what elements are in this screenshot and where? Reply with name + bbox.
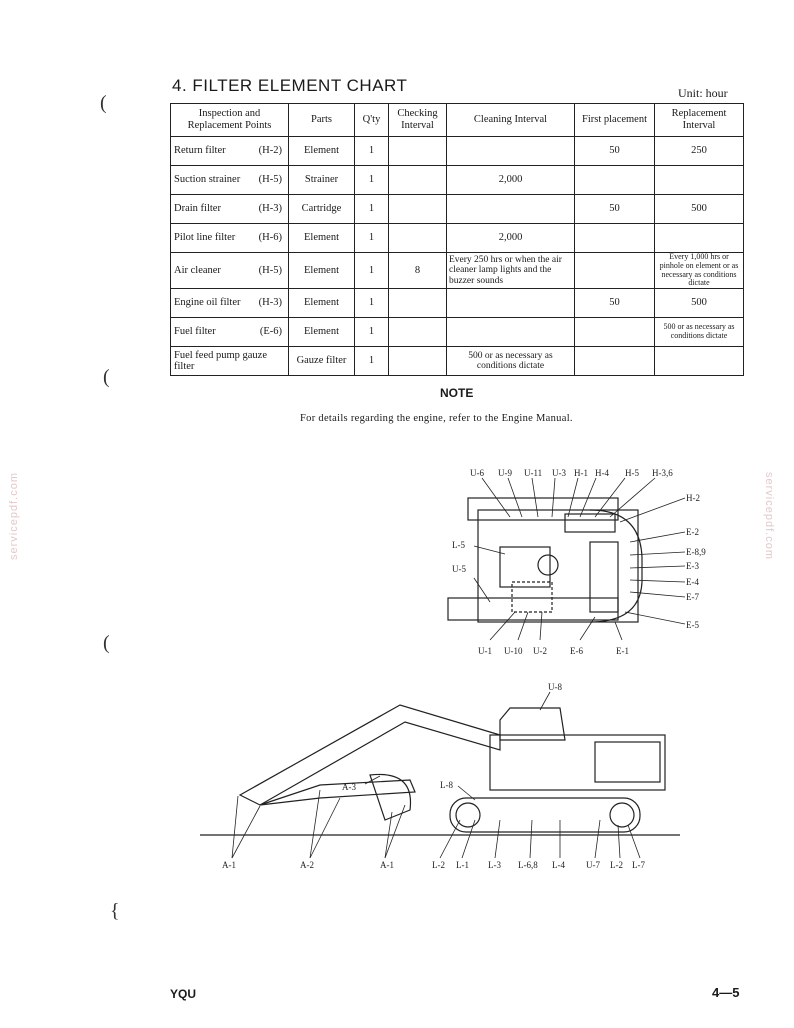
table-row	[171, 224, 744, 253]
point-cell	[171, 347, 289, 376]
first-cell	[575, 224, 655, 253]
engine-shape	[500, 547, 550, 587]
label-u8: U-8	[548, 682, 562, 692]
cleaning-cell	[447, 195, 575, 224]
table-row	[171, 195, 744, 224]
label-h36: H-3,6	[652, 468, 673, 478]
column-header: Checking Interval	[389, 104, 447, 137]
label-u3: U-3	[552, 468, 566, 478]
point-name: Drain filter	[174, 203, 221, 215]
cleaning-cell	[447, 318, 575, 347]
label-l68: L-6,8	[518, 860, 538, 870]
first-cell: 50	[575, 195, 655, 224]
counterweight-shape	[590, 510, 642, 622]
point-code: (E-6)	[259, 326, 282, 338]
label-a2: A-2	[300, 860, 314, 870]
lower-track-shape	[448, 598, 618, 620]
checking-cell	[389, 318, 447, 347]
cleaning-cell	[447, 137, 575, 166]
side-view-diagram	[200, 680, 680, 876]
label-l5: L-5	[452, 540, 465, 550]
point-name: Fuel filter	[174, 326, 216, 338]
point-cell	[171, 224, 289, 253]
replacement-cell: 500 or as necessary as conditions dictate	[655, 318, 744, 347]
track-shape	[450, 798, 640, 832]
column-header: Parts	[289, 104, 355, 137]
part-cell: Gauze filter	[289, 347, 355, 376]
boom-shape	[240, 705, 500, 805]
arm-shape	[260, 780, 415, 805]
label-u6: U-6	[470, 468, 484, 478]
part-cell: Cartridge	[289, 195, 355, 224]
qty-cell: 1	[355, 195, 389, 224]
label-e1: E-1	[616, 646, 629, 656]
label-u7: U-7	[586, 860, 600, 870]
first-cell	[575, 166, 655, 195]
point-cell	[171, 289, 289, 318]
point-code: (H-3)	[258, 297, 282, 309]
cleaning-cell	[447, 289, 575, 318]
point-code: (H-2)	[258, 145, 282, 157]
binding-hole-mark: (	[103, 366, 110, 388]
checking-cell	[389, 166, 447, 195]
label-u11: U-11	[524, 468, 543, 478]
column-header: Q'ty	[355, 104, 389, 137]
replacement-cell: 500	[655, 289, 744, 318]
replacement-cell	[655, 347, 744, 376]
label-e2: E-2	[686, 527, 699, 537]
cleaning-cell: 500 or as necessary as conditions dictate	[447, 347, 575, 376]
first-cell: 50	[575, 137, 655, 166]
part-cell: Element	[289, 224, 355, 253]
page-number: 4—5	[712, 985, 740, 1000]
table-row	[171, 347, 744, 376]
watermark-right: servicepdf.com	[762, 472, 775, 560]
unit-label: Unit: hour	[678, 86, 728, 100]
table-header-row	[171, 104, 744, 137]
point-cell	[171, 253, 289, 289]
point-cell	[171, 195, 289, 224]
checking-cell	[389, 289, 447, 318]
first-cell: 50	[575, 289, 655, 318]
checking-cell	[389, 195, 447, 224]
label-l1: L-1	[456, 860, 469, 870]
label-e6: E-6	[570, 646, 583, 656]
first-cell	[575, 318, 655, 347]
qty-cell: 1	[355, 289, 389, 318]
table-row	[171, 318, 744, 347]
label-l2: L-2	[610, 860, 623, 870]
part-cell: Element	[289, 137, 355, 166]
first-cell	[575, 347, 655, 376]
label-e3: E-3	[686, 561, 699, 571]
label-u5: U-5	[452, 564, 466, 574]
checking-cell	[389, 224, 447, 253]
part-cell: Element	[289, 289, 355, 318]
point-name: Return filter	[174, 145, 226, 157]
cleaning-cell: 2,000	[447, 224, 575, 253]
replacement-cell: Every 1,000 hrs or pinhole on element or as necessary as conditions dictate	[655, 253, 744, 289]
point-code: (H-3)	[258, 203, 282, 215]
footer-model: YQU	[170, 987, 197, 1001]
binding-hole-mark: (	[100, 92, 107, 114]
label-e4: E-4	[686, 577, 699, 587]
label-h4: H-4	[595, 468, 609, 478]
point-name: Suction strainer	[174, 174, 241, 186]
replacement-cell: 500	[655, 195, 744, 224]
label-e7: E-7	[686, 592, 699, 602]
qty-cell: 1	[355, 224, 389, 253]
binding-hole-mark: {	[110, 900, 120, 922]
point-cell	[171, 166, 289, 195]
point-name: Air cleaner	[174, 264, 221, 276]
label-a3: A-3	[342, 782, 356, 792]
label-e5: E-5	[686, 620, 699, 630]
qty-cell: 1	[355, 347, 389, 376]
note-text: For details regarding the engine, refer to the Engine Manual.	[300, 413, 573, 424]
label-l8: L-8	[440, 780, 453, 790]
qty-cell: 1	[355, 318, 389, 347]
label-l7: L-7	[632, 860, 645, 870]
point-code: (H-6)	[258, 232, 282, 244]
column-header: Cleaning Interval	[447, 104, 575, 137]
part-cell: Element	[289, 318, 355, 347]
battery-shape	[590, 542, 618, 612]
label-e89: E-8,9	[686, 547, 706, 557]
label-h2: H-2	[686, 493, 700, 503]
watermark-left: servicepdf.com	[7, 472, 20, 560]
cleaning-cell: 2,000	[447, 166, 575, 195]
counterweight-shape	[595, 742, 660, 782]
table-row	[171, 166, 744, 195]
fan-shape	[538, 555, 558, 575]
cleaning-cell: Every 250 hrs or when the air cleaner lamp lights and the buzzer sounds	[447, 253, 575, 289]
part-cell: Element	[289, 253, 355, 289]
point-name: Engine oil filter	[174, 297, 241, 309]
table-row	[171, 137, 744, 166]
label-a1: A-1	[222, 860, 236, 870]
checking-cell	[389, 347, 447, 376]
first-cell	[575, 253, 655, 289]
label-u10: U-10	[504, 646, 523, 656]
sprocket-shape	[610, 803, 634, 827]
qty-cell: 1	[355, 166, 389, 195]
label-u2: U-2	[533, 646, 547, 656]
label-l4: L-4	[552, 860, 565, 870]
note-title: NOTE	[440, 386, 474, 400]
label-u9: U-9	[498, 468, 512, 478]
qty-cell: 1	[355, 137, 389, 166]
table-row	[171, 289, 744, 318]
checking-cell	[389, 137, 447, 166]
column-header: Replacement Interval	[655, 104, 744, 137]
idler-shape	[456, 803, 480, 827]
point-name: Pilot line filter	[174, 232, 236, 244]
label-l2: L-2	[432, 860, 445, 870]
replacement-cell	[655, 224, 744, 253]
checking-cell: 8	[389, 253, 447, 289]
label-h5: H-5	[625, 468, 639, 478]
qty-cell: 1	[355, 253, 389, 289]
label-l3: L-3	[488, 860, 501, 870]
tank-shape	[565, 514, 615, 532]
binding-hole-mark: (	[103, 632, 110, 654]
filter-element-table	[170, 103, 744, 376]
table-row	[171, 253, 744, 289]
replacement-cell: 250	[655, 137, 744, 166]
point-code: (H-5)	[258, 174, 282, 186]
column-header: Inspection and Replacement Points	[171, 104, 289, 137]
replacement-cell	[655, 166, 744, 195]
point-code: (H-5)	[258, 264, 282, 276]
point-cell	[171, 318, 289, 347]
part-cell: Strainer	[289, 166, 355, 195]
top-view-diagram	[430, 462, 730, 662]
point-cell	[171, 137, 289, 166]
label-h1: H-1	[574, 468, 588, 478]
label-a1: A-1	[380, 860, 394, 870]
label-u1: U-1	[478, 646, 492, 656]
column-header: First placement	[575, 104, 655, 137]
page-title: 4. FILTER ELEMENT CHART	[172, 76, 408, 95]
point-name: Fuel feed pump gauze filter	[174, 349, 268, 373]
